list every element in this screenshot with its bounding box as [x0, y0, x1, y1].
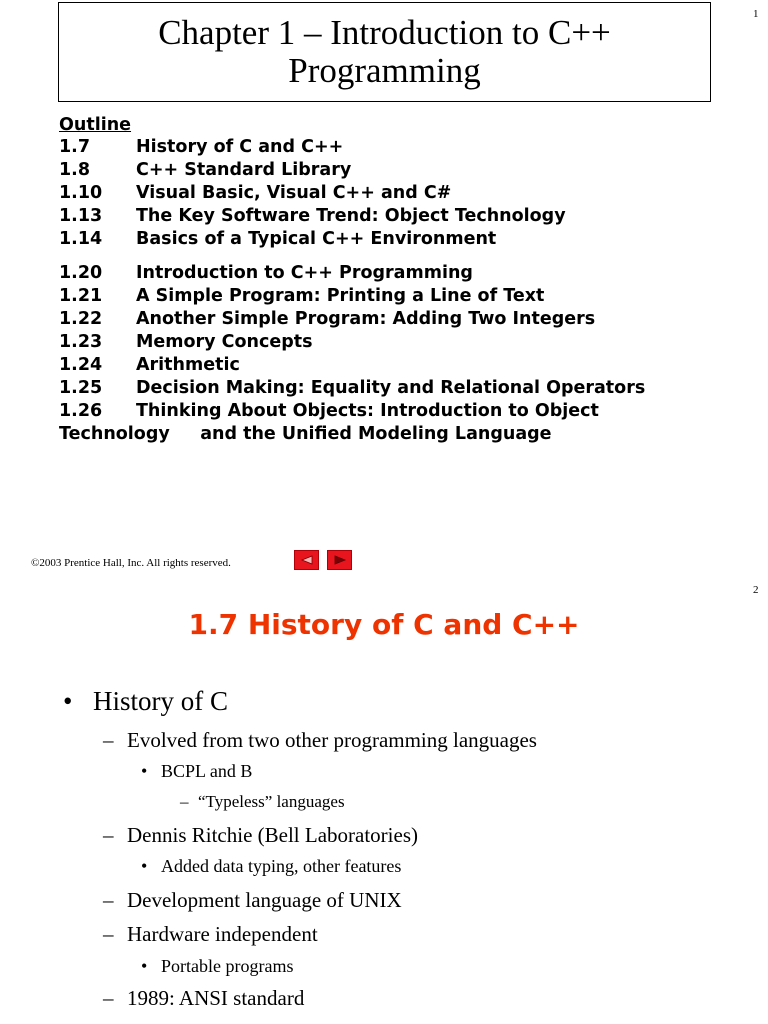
- outline-item-text: Basics of a Typical C++ Environment: [136, 229, 497, 249]
- outline-item-text: Decision Making: Equality and Relational Operators: [136, 378, 646, 398]
- triangle-left-icon: [300, 555, 314, 565]
- outline-item-text: A Simple Program: Printing a Line of Text: [136, 286, 545, 306]
- outline-item: [59, 262, 719, 285]
- outline-item: [59, 159, 719, 182]
- slide-title-line-1: Chapter 1 – Introduction to C++: [158, 13, 611, 52]
- outline-item: [59, 331, 719, 354]
- outline-item-number: 1.22: [59, 309, 103, 329]
- bullet-marker: •: [141, 856, 148, 876]
- outline-item: [59, 285, 719, 308]
- outline-item-number: 1.25: [59, 378, 103, 398]
- outline-item-number: 1.26: [59, 401, 103, 421]
- outline-item-number: 1.20: [59, 263, 103, 283]
- outline-item-number: 1.10: [59, 183, 103, 203]
- outline-item-text: Arithmetic: [136, 355, 240, 375]
- outline: [59, 114, 719, 446]
- outline-item-number: 1.7: [59, 137, 91, 157]
- outline-item-number: 1.24: [59, 355, 103, 375]
- previous-slide-button[interactable]: [294, 550, 319, 570]
- copyright-footer: ©2003 Prentice Hall, Inc. All rights reserved.: [31, 557, 231, 569]
- outline-item-continuation: Technology and the Unified Modeling Language: [59, 424, 552, 444]
- outline-item-number: 1.13: [59, 206, 103, 226]
- outline-item: [59, 228, 719, 251]
- outline-item-text: Introduction to C++ Programming: [136, 263, 473, 283]
- bullet-marker: –: [103, 986, 114, 1010]
- bullet-text: History of C: [93, 686, 228, 716]
- bullet-marker: •: [141, 761, 148, 781]
- bullet-text: Dennis Ritchie (Bell Laboratories): [127, 823, 418, 847]
- outline-item: [59, 354, 719, 377]
- outline-heading: Outline: [59, 115, 132, 135]
- bullet-marker: •: [141, 956, 148, 976]
- bullet-text: “Typeless” languages: [198, 792, 345, 811]
- outline-spacer: [59, 251, 719, 262]
- slide-title-line-2: Programming: [288, 51, 481, 90]
- outline-item: [59, 377, 719, 400]
- outline-item-text: Memory Concepts: [136, 332, 313, 352]
- outline-item-text: Visual Basic, Visual C++ and C#: [136, 183, 452, 203]
- bullet-marker: –: [103, 922, 114, 946]
- outline-item: [59, 308, 719, 331]
- bullet-text: Portable programs: [161, 956, 294, 976]
- bullet-text: Evolved from two other programming languages: [127, 728, 537, 752]
- outline-item-text: C++ Standard Library: [136, 160, 352, 180]
- triangle-right-icon: [333, 555, 347, 565]
- page-number: 2: [753, 584, 759, 596]
- bullet-marker: –: [103, 888, 114, 912]
- page-number: 1: [753, 8, 759, 20]
- outline-item-number: 1.8: [59, 160, 91, 180]
- bullet-marker: •: [63, 686, 73, 716]
- bullet-text: BCPL and B: [161, 761, 253, 781]
- outline-item: [59, 182, 719, 205]
- outline-item-text: The Key Software Trend: Object Technology: [136, 206, 566, 226]
- outline-item-text: Another Simple Program: Adding Two Integers: [136, 309, 596, 329]
- outline-item-number: 1.23: [59, 332, 103, 352]
- outline-item-text: Thinking About Objects: Introduction to Object: [136, 401, 599, 421]
- bullet-marker: –: [103, 728, 114, 752]
- outline-item: [59, 136, 719, 159]
- outline-item: [59, 400, 719, 423]
- bullet-text: Hardware independent: [127, 922, 318, 946]
- bullet-marker: –: [180, 792, 189, 811]
- outline-item-number: 1.14: [59, 229, 103, 249]
- outline-item: [59, 205, 719, 228]
- bullet-text: Added data typing, other features: [161, 856, 402, 876]
- outline-item-text: History of C and C++: [136, 137, 344, 157]
- outline-item-number: 1.21: [59, 286, 103, 306]
- slide-title-box: [58, 2, 711, 102]
- bullet-text: 1989: ANSI standard: [127, 986, 305, 1010]
- bullet-marker: –: [103, 823, 114, 847]
- next-slide-button[interactable]: [327, 550, 352, 570]
- slide-title: 1.7 History of C and C++: [188, 608, 580, 641]
- bullet-text: Development language of UNIX: [127, 888, 402, 912]
